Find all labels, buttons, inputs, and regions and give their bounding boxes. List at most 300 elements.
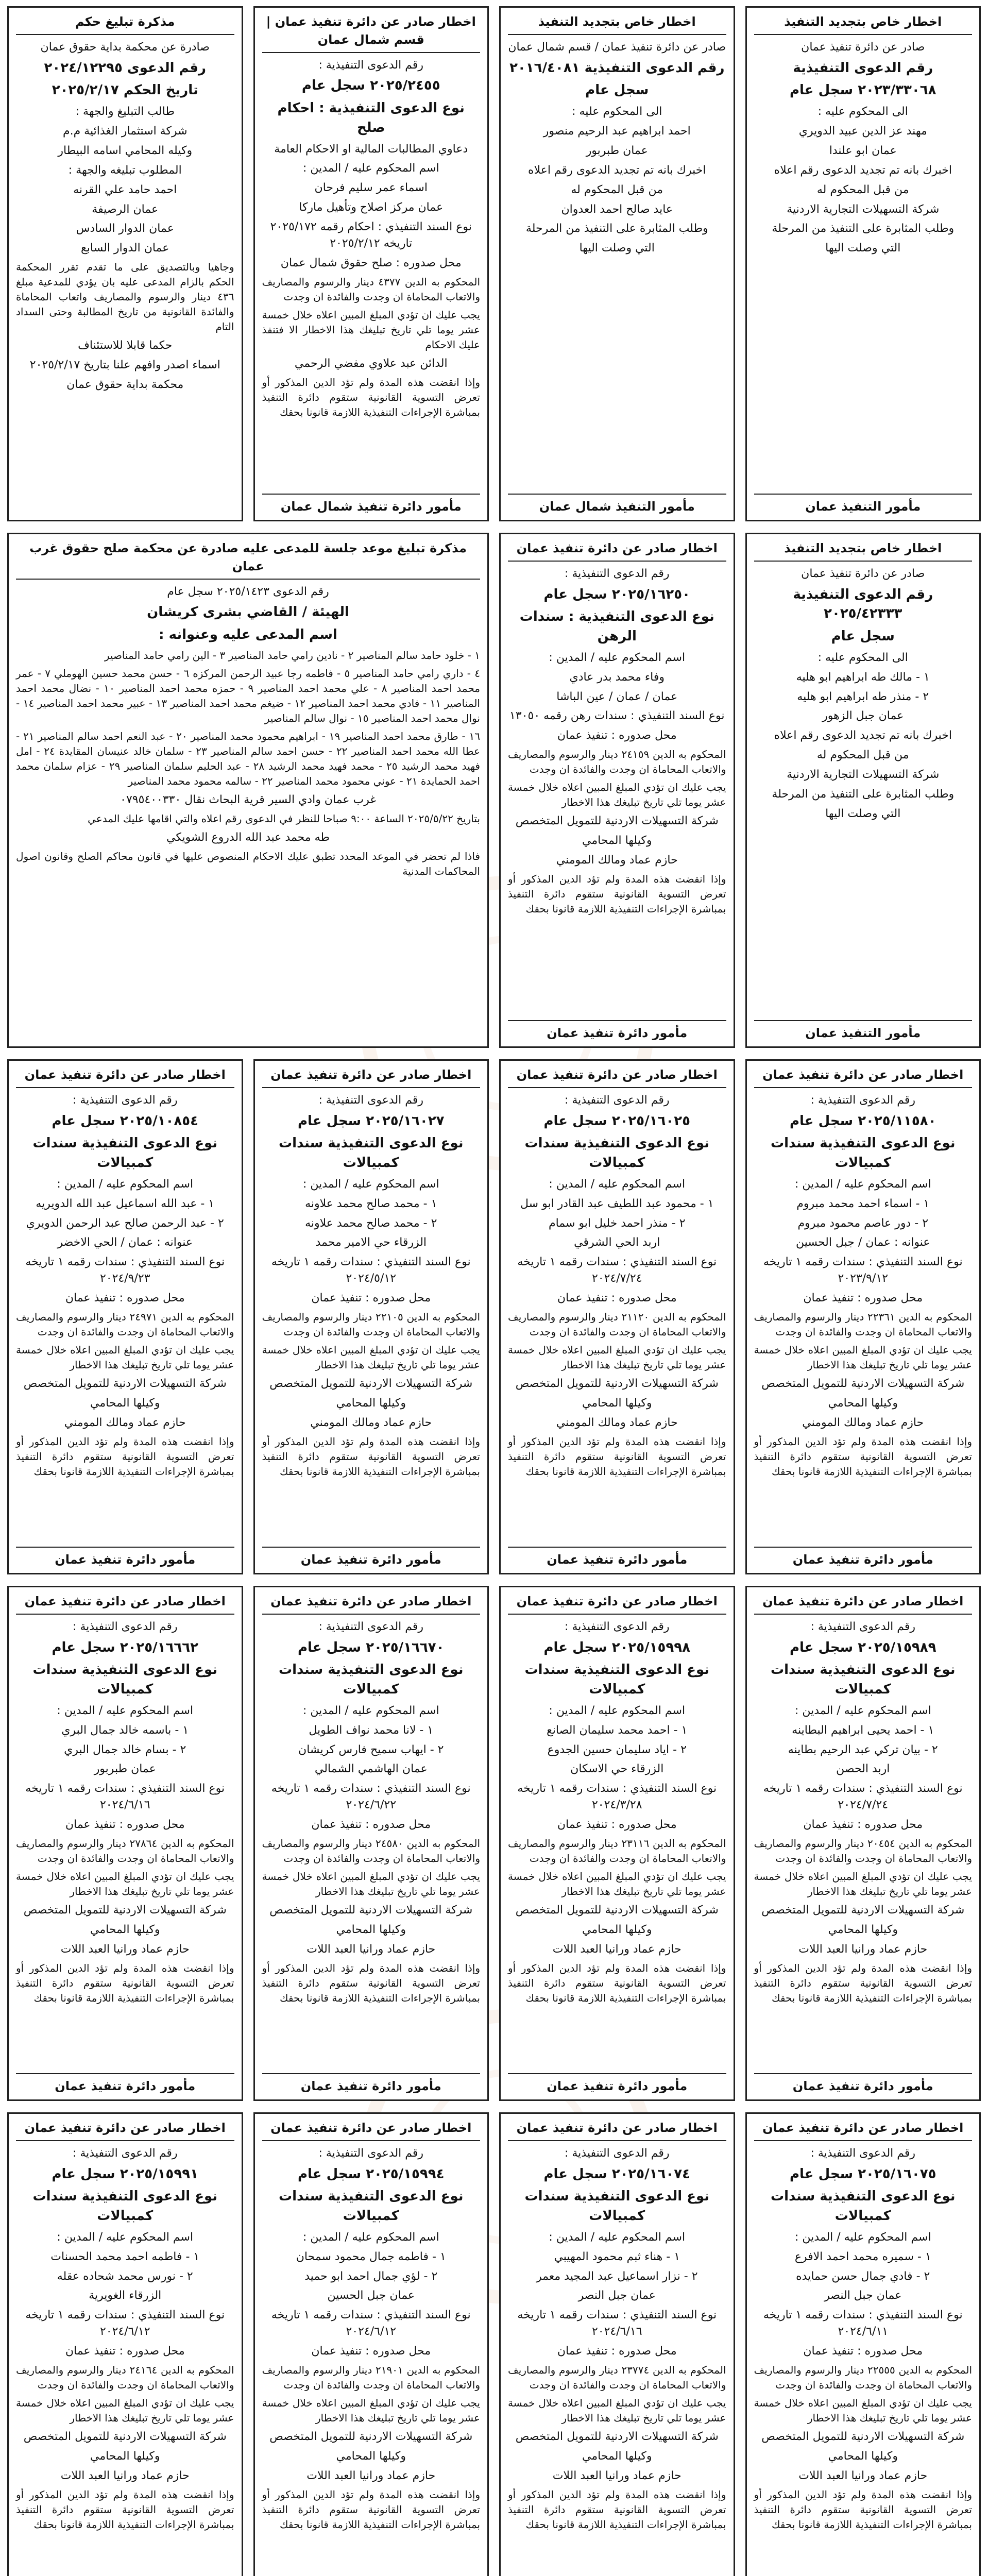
- notice-line: رقم الدعوى ٢٠٢٥/١٤٢٣ سجل عام: [167, 585, 329, 598]
- notice-line: وإذا انقضت هذه المدة ولم تؤد الدين المذكور أو تعرض التسوية القانونية ستقوم دائرة التنفيذ بمباشرة الإجراءات التنفيذية اللازمة قانونا بحقك: [508, 1435, 726, 1478]
- notice-line: طه محمد عبد الله الدروع الشويكي: [166, 831, 330, 844]
- notice-line: وكيلها المحامي: [90, 1923, 160, 1936]
- notice-line: وكيلها المحامي: [582, 1923, 652, 1936]
- notice-line: شركة التسهيلات الاردنية للتمويل المتخصص: [515, 1903, 719, 1917]
- notice-line: تاريخ الحكم ٢٠٢٥/٢/١٧: [52, 82, 198, 98]
- notice-line: اسم المحكوم عليه / المدين :: [794, 1704, 931, 1717]
- legal-notice: [745, 1586, 981, 2101]
- notice-signature: مأمور دائرة تنفيذ عمان: [508, 1020, 726, 1042]
- notice-line: محل صدوره : تنفيذ عمان: [65, 1292, 185, 1305]
- notice-line: التي وصلت اليها: [825, 242, 901, 255]
- notice-signature: مأمور دائرة تنفيذ عمان: [754, 2073, 973, 2095]
- notice-line: يجب عليك ان تؤدي المبلغ المبين اعلاه خلال خمسة عشر يوما تلي تاريخ تبليغك هذا الاخطار: [508, 1870, 726, 1897]
- notice-line: رقم الدعوى التنفيذية :: [318, 1620, 424, 1633]
- legal-notice: [499, 2112, 735, 2576]
- notice-line: رقم الدعوى التنفيذية :: [564, 1093, 670, 1107]
- notice-line: شركة التسهيلات التجارية الاردنية: [787, 202, 940, 216]
- notice-line: اسم المحكوم عليه / المدين :: [57, 2230, 194, 2244]
- notice-line: حازم عماد ومالك المومني: [556, 853, 678, 867]
- legal-notice: [499, 533, 735, 1048]
- notice-signature: مأمور دائرة تنفيذ عمان: [508, 2073, 726, 2095]
- notice-line: نوع الدعوى التنفيذية سندات كمبيالات: [32, 1136, 218, 1171]
- notice-line: نوع السند التنفيذي : سندات رهن رقمه ١٣٠٥٠: [509, 709, 725, 723]
- notice-line: وطلب المثابرة على التنفيذ من المرحلة: [772, 222, 955, 235]
- notice-line: ٢٠٢٥/١٥٩٩٤ سجل عام: [297, 2166, 445, 2182]
- notice-line: المطلوب تبليغه والجهة :: [68, 163, 182, 177]
- notice-line: وجاهيا وبالتصديق على ما تقدم تقرر المحكمة الحكم بالزام المدعى عليه بان يؤدي للمدعية مبلغ ٤٣٦ دينار والرسوم والمصاريف واتعاب المحاماة والفائدة القانونية من تاريخ المطالبة وحتى السداد التام: [16, 261, 234, 333]
- notice-line: اسماء عمر سليم فرحان: [314, 181, 428, 195]
- notice-line: وكيلها المحامي: [828, 1396, 898, 1410]
- notice-line: ١ - سميره محمد احمد الافرع: [794, 2250, 931, 2263]
- notice-line: وإذا انقضت هذه المدة ولم تؤد الدين المذكور أو تعرض التسوية القانونية ستقوم دائرة التنفيذ بمباشرة الإجراءات التنفيذية اللازمة قانونا بحقك: [754, 1961, 972, 2004]
- notice-line: ٢ - منذر احمد خليل ابو سمام: [548, 1216, 686, 1230]
- notice-line: محل صدوره : تنفيذ عمان: [311, 1292, 431, 1305]
- notice-line: نوع الدعوى التنفيذية سندات كمبيالات: [32, 2189, 218, 2224]
- notice-line: عمان جبل النصر: [824, 2289, 902, 2302]
- notice-line: وكيلها المحامي: [336, 1396, 406, 1410]
- notice-line: احمد ابراهيم عبد الرحيم منصور: [543, 124, 691, 138]
- notice-line: محل صدوره : تنفيذ عمان: [65, 2345, 185, 2358]
- notice-line: نوع الدعوى التنفيذية سندات كمبيالات: [524, 1136, 710, 1171]
- legal-notice: [745, 6, 981, 521]
- notice-line: المحكوم به الدين ٢٧٨٦٤ دينار والرسوم والمصاريف والاتعاب المحاماة ان وجدت والفائدة ان وجدت: [16, 1837, 234, 1865]
- notice-signature: مأمور التنفيذ شمال عمان: [508, 494, 726, 516]
- notice-line: اربد الحصن: [836, 1762, 890, 1776]
- notice-line: وإذا انقضت هذه المدة ولم تؤد الدين المذكور أو تعرض التسوية القانونية ستقوم دائرة التنفيذ بمباشرة الإجراءات التنفيذية اللازمة قانونا بحقك: [262, 376, 480, 418]
- notice-line: نوع السند التنفيذي : سندات رقمه ١ تاريخه ٢٠٢٤/٧/٢٤: [517, 1256, 717, 1285]
- notice-line: ٢ - لؤي جمال احمد ابو حميد: [304, 2269, 438, 2283]
- notice-header: اخطار صادر عن دائرة تنفيذ عمان: [508, 539, 726, 562]
- legal-notice: [253, 1586, 489, 2101]
- legal-notice: [745, 533, 981, 1048]
- notice-line: محل صدوره : تنفيذ عمان: [557, 1292, 677, 1305]
- notice-line: رقم الدعوى التنفيذية :: [564, 2146, 670, 2160]
- notice-line: اسم المحكوم عليه / المدين :: [549, 2230, 686, 2244]
- notice-signature: مأمور دائرة تنفيذ عمان: [16, 2073, 234, 2095]
- notice-line: ٢٠٢٥/١٦٠٢٧ سجل عام: [297, 1113, 445, 1129]
- notice-header: اخطار صادر عن دائرة تنفيذ عمان: [508, 1592, 726, 1615]
- notice-line: وكيلها المحامي: [90, 2449, 160, 2463]
- notice-line: محل صدوره : صلح حقوق شمال عمان: [280, 256, 462, 269]
- notice-line: شركة التسهيلات الاردنية للتمويل المتخصص: [23, 1377, 227, 1390]
- notice-line: ٤ - داري رامي حامد المناصير ٥ - فاطمه رجا عبيد الرحمن المركزه ٦ - حسن محمد حسين الهوملي ٧ - عمر محمد احمد المناصير ٨ - علي محمد احمد المناصير ٩ - حمزه محمد احمد المناصير ١٠ - نضال محمد احمد المناصير ١١ - فادي محمد احمد المناصير ١٢ - ضيغم محمد احمد المناصير ١٣ - عبير محمد احمد المناصير ١٤ - نوال محمد احمد المناصير ١٥ - نوال سالم المناصير: [16, 667, 480, 724]
- notice-line: الى المحكوم عليه :: [572, 105, 662, 118]
- notice-line: وإذا انقضت هذه المدة ولم تؤد الدين المذكور أو تعرض التسوية القانونية ستقوم دائرة التنفيذ بمباشرة الإجراءات التنفيذية اللازمة قانونا بحقك: [262, 2488, 480, 2531]
- notice-line: رقم الدعوى التنفيذية :: [810, 1093, 916, 1107]
- notice-line: اسم المحكوم عليه / المدين :: [549, 1704, 686, 1717]
- notice-line: نوع السند التنفيذي : سندات رقمه ١ تاريخه ٢٠٢٤/٦/١١: [763, 2309, 963, 2338]
- notice-line: حازم عماد ورانيا العبد اللات: [306, 1942, 436, 1956]
- notice-line: شركة التسهيلات الاردنية للتمويل المتخصص: [269, 1377, 473, 1390]
- notice-line: يجب عليك ان تؤدي المبلغ المبين اعلاه خلال خمسة عشر يوما تلي تاريخ تبليغك هذا الاخطار: [508, 2396, 726, 2424]
- notice-line: ٢٠٢٥/١٦٠٢٥ سجل عام: [543, 1113, 691, 1129]
- notice-line: المحكوم به الدين ٢١١٢٠ دينار والرسوم والمصاريف والاتعاب المحاماة ان وجدت والفائدة ان وجدت: [508, 1310, 726, 1338]
- notice-line: شركة التسهيلات الاردنية للتمويل المتخصص: [515, 1377, 719, 1390]
- notice-line: ١ - محمود عبد اللطيف عبد القادر ابو سل: [520, 1197, 714, 1210]
- notice-line: محل صدوره : تنفيذ عمان: [311, 1818, 431, 1832]
- legal-notice: [253, 6, 489, 521]
- notice-line: محل صدوره : تنفيذ عمان: [65, 1818, 185, 1832]
- notice-line: سجل عام: [585, 82, 649, 98]
- notice-line: صادر عن دائرة تنفيذ عمان: [801, 40, 925, 54]
- notice-line: محكمة بداية حقوق عمان: [66, 378, 184, 391]
- notice-line: المحكوم به الدين ٢٢١٠٥ دينار والرسوم والمصاريف والاتعاب المحاماة ان وجدت والفائدة ان وجدت: [262, 1310, 481, 1338]
- notice-line: محل صدوره : تنفيذ عمان: [557, 1818, 677, 1832]
- notice-line: ٢٠٢٥/١٦٦٧٠ سجل عام: [297, 1639, 445, 1655]
- notices-row: [7, 1059, 981, 1574]
- notice-line: ٢٠٢٥/١٥٩٩٨ سجل عام: [543, 1639, 691, 1655]
- notice-header: مذكرة تبليغ موعد جلسة للمدعى عليه صادرة عن محكمة صلح حقوق غرب عمان: [16, 539, 480, 580]
- notice-header: اخطار صادر عن دائرة تنفيذ عمان: [16, 2119, 234, 2141]
- notice-line: المحكوم به الدين ٢١٩٠١ دينار والرسوم والمصاريف والاتعاب المحاماة ان وجدت والفائدة ان وجدت: [262, 2363, 481, 2391]
- notice-line: عمان الرصيفة: [92, 202, 159, 216]
- notice-line: ١ - باسمه خالد جمال البري: [61, 1723, 189, 1737]
- notice-line: وإذا انقضت هذه المدة ولم تؤد الدين المذكور أو تعرض التسوية القانونية ستقوم دائرة التنفيذ بمباشرة الإجراءات التنفيذية اللازمة قانونا بحقك: [262, 1435, 480, 1478]
- notice-line: رقم الدعوى التنفيذية :: [318, 1093, 424, 1107]
- notice-line: محل صدوره : تنفيذ عمان: [557, 2345, 677, 2358]
- notice-line: ٢ - اياد سليمان حسين الجدوع: [547, 1743, 687, 1756]
- notice-line: عمان طبربور: [94, 1762, 156, 1776]
- notice-line: وإذا انقضت هذه المدة ولم تؤد الدين المذكور أو تعرض التسوية القانونية ستقوم دائرة التنفيذ بمباشرة الإجراءات التنفيذية اللازمة قانونا بحقك: [508, 2488, 726, 2531]
- notice-line: نوع السند التنفيذي : سندات رقمه ١ تاريخه ٢٠٢٤/٦/٢٢: [271, 1782, 471, 1812]
- notice-line: اخبرك بانه تم تجديد الدعوى رقم اعلاه: [774, 163, 952, 177]
- notice-line: ٢٠٢٥/١٦٠٧٤ سجل عام: [543, 2166, 691, 2182]
- notice-line: نوع السند التنفيذي : احكام رقمه ٢٠٢٥/١٧٢ تاريخه ٢٠٢٥/٢/١٢: [270, 221, 472, 250]
- notice-line: نوع الدعوى التنفيذية سندات كمبيالات: [770, 2189, 956, 2224]
- notice-header: مذكرة تبليغ حكم: [16, 13, 234, 35]
- notice-line: وكيلها المحامي: [828, 1923, 898, 1936]
- notice-line: اربد الحي الشرقي: [574, 1236, 660, 1249]
- notice-line: وإذا انقضت هذه المدة ولم تؤد الدين المذكور أو تعرض التسوية القانونية ستقوم دائرة التنفيذ بمباشرة الإجراءات التنفيذية اللازمة قانونا بحقك: [16, 2488, 234, 2531]
- notice-line: فاذا لم تحضر في الموعد المحدد تطبق عليك الاحكام المنصوص عليها في قانون محاكم الصلح وقانون اصول المحاكمات المدنية: [16, 850, 480, 877]
- notice-line: ٢٠٢٥/١٥٩٩١ سجل عام: [52, 2166, 199, 2182]
- notice-line: ١ - عبد الله اسماعيل عبد الله الدويريه: [36, 1197, 215, 1210]
- notice-line: ١ - فاطمه جمال محمود سمحان: [296, 2250, 446, 2263]
- notice-header: اخطار صادر عن دائرة تنفيذ عمان: [262, 2119, 481, 2141]
- notice-line: ١ - فاطمه احمد محمد الحسنات: [50, 2250, 200, 2263]
- notice-line: شركة التسهيلات الاردنية للتمويل المتخصص: [515, 2430, 719, 2443]
- notice-line: نوع السند التنفيذي : سندات رقمه ١ تاريخه ٢٠٢٣/٩/١٢: [763, 1256, 963, 1285]
- notice-line: اسم المحكوم عليه / المدين :: [549, 1177, 686, 1191]
- notice-line: المحكوم به الدين ٢٣٧٧٤ دينار والرسوم والمصاريف والاتعاب المحاماة ان وجدت والفائدة ان وجدت: [508, 2363, 726, 2391]
- notice-line: نوع السند التنفيذي : سندات رقمه ١ تاريخه ٢٠٢٤/٣/٢٨: [517, 1782, 717, 1812]
- notice-line: عمان طبربور: [586, 144, 648, 157]
- notice-line: رقم الدعوى التنفيذية :: [564, 1620, 670, 1633]
- notice-line: ٢ - فادي جمال حسن حمايده: [796, 2269, 930, 2283]
- notice-line: ٢ - دور عاصم محمود مبروم: [797, 1216, 929, 1230]
- notice-header: اخطار صادر عن دائرة تنفيذ عمان: [754, 1066, 973, 1088]
- notice-line: حازم عماد ومالك المومني: [310, 1416, 432, 1429]
- notice-line: حازم عماد ورانيا العبد اللات: [798, 2469, 928, 2482]
- notice-line: نوع الدعوى التنفيذية : سندات الرهن: [519, 609, 714, 645]
- notice-signature: مأمور التنفيذ عمان: [754, 1020, 973, 1042]
- notice-line: اخبرك بانه تم تجديد الدعوى رقم اعلاه: [528, 163, 706, 177]
- notice-line: رقم الدعوى التنفيذية: [793, 60, 933, 76]
- notice-line: وإذا انقضت هذه المدة ولم تؤد الدين المذكور أو تعرض التسوية القانونية ستقوم دائرة التنفيذ بمباشرة الإجراءات التنفيذية اللازمة قانونا بحقك: [262, 1961, 480, 2004]
- notice-line: وطلب المثابرة على التنفيذ من المرحلة: [525, 222, 708, 235]
- notice-line: الزرقاء الغويرية: [89, 2289, 162, 2302]
- notice-line: شركة التسهيلات الاردنية للتمويل المتخصص: [269, 1903, 473, 1917]
- notice-line: رقم الدعوى التنفيذية :: [810, 1620, 916, 1633]
- notice-line: اخبرك بانه تم تجديد الدعوى رقم اعلاه: [774, 729, 952, 742]
- notice-line: حازم عماد ورانيا العبد اللات: [306, 2469, 436, 2482]
- notice-line: اسم المحكوم عليه / المدين :: [302, 2230, 439, 2244]
- notice-line: اسم المحكوم عليه / المدين :: [794, 1177, 931, 1191]
- notice-line: رقم الدعوى التنفيذية :: [318, 58, 424, 72]
- notice-line: نوع السند التنفيذي : سندات رقمه ١ تاريخه ٢٠٢٤/٦/١٢: [271, 2309, 471, 2338]
- notice-line: نوع السند التنفيذي : سندات رقمه ١ تاريخه ٢٠٢٤/٦/١٦: [25, 1782, 225, 1812]
- notice-line: عمان / عمان / عين الباشا: [556, 690, 678, 703]
- notice-line: يجب عليك ان تؤدي المبلغ المبين اعلاه خلال خمسة عشر يوما تلي تاريخ تبليغك هذا الاخطار: [16, 1343, 234, 1371]
- notice-line: يجب عليك ان تؤدي المبلغ المبين اعلاه خلال خمسة عشر يوما تلي تاريخ تبليغك هذا الاخطار: [754, 1343, 972, 1371]
- notices-row: [7, 6, 981, 521]
- notice-line: ٢ - نورس محمد شحاده عقله: [57, 2269, 193, 2283]
- notice-line: رقم الدعوى ٢٠٢٤/١٢٢٩٥: [44, 60, 206, 76]
- notice-line: ٢٠٢٣/٣٣٠٦٨ سجل عام: [789, 82, 936, 98]
- notice-header: اخطار صادر عن دائرة تنفيذ عمان: [754, 1592, 973, 1615]
- notice-line: وكيلها المحامي: [582, 2449, 652, 2463]
- notice-line: محل صدوره : تنفيذ عمان: [803, 1818, 923, 1832]
- notice-line: نوع الدعوى التنفيذية سندات كمبيالات: [278, 1662, 464, 1698]
- notice-line: حازم عماد ومالك المومني: [556, 1416, 678, 1429]
- notice-line: المحكوم به الدين ٢٢٣٦١ دينار والرسوم والمصاريف والاتعاب المحاماة ان وجدت والفائدة ان وجدت: [754, 1310, 973, 1338]
- notice-line: حازم عماد ورانيا العبد اللات: [60, 2469, 190, 2482]
- notice-line: ٢ - ايهاب سميح فارس كريشان: [298, 1743, 444, 1756]
- notice-line: يجب عليك ان تؤدي المبلغ المبين اعلاه خلال خمسة عشر يوما تلي تاريخ تبليغك هذا الاخطار: [754, 1870, 972, 1897]
- notice-line: اسم المدعى عليه وعنوانه :: [159, 627, 337, 643]
- notice-line: وطلب المثابرة على التنفيذ من المرحلة: [772, 787, 955, 801]
- notice-line: وإذا انقضت هذه المدة ولم تؤد الدين المذكور أو تعرض التسوية القانونية ستقوم دائرة التنفيذ بمباشرة الإجراءات التنفيذية اللازمة قانونا بحقك: [754, 1435, 972, 1478]
- notice-line: ٢٠٢٥/١٦٦٦٢ سجل عام: [52, 1639, 199, 1655]
- notice-line: المحكوم به الدين ٢٣١١٦ دينار والرسوم والمصاريف والاتعاب المحاماة ان وجدت والفائدة ان وجدت: [508, 1837, 726, 1865]
- notice-line: من قبل المحكوم له: [816, 749, 909, 762]
- notice-line: الزرقاء حي الامير محمد: [315, 1236, 427, 1249]
- notice-line: عمان جبل الحسين: [327, 2289, 415, 2302]
- notice-line: عمان الهاشمي الشمالي: [314, 1762, 428, 1776]
- notice-line: حازم عماد ومالك المومني: [802, 1416, 924, 1429]
- notice-line: وفاء محمد بدر عادي: [569, 670, 665, 684]
- notice-line: رقم الدعوى التنفيذية :: [72, 1093, 178, 1107]
- notice-line: ١٦ - طارق محمد احمد المناصير ١٩ - ابراهيم محمود محمد المناصير ٢٠ - عبد النعم احمد سالم المناصير ٢١ - عطا الله محمد احمد المناصير ٢٢ - حسن احمد سالم المناصير ٢٣ - سلمان خالد عنيسان المقايدة ٢٤ - امل فهيد محمد الرشيد ٢٥ - محمد فهيد محمد الرشيد ٢٨ - عبد الحليم سلمان المناصير ٢٩ - عزام سلمان محمد احمد الحمايدة ٢١ - عوني محمود محمد المناصير ٢٢ - سالمه محمود محمد المناصير: [16, 730, 481, 787]
- notice-line: يجب عليك ان تؤدي المبلغ المبين اعلاه خلال خمسة عشر يوما تلي تاريخ تبليغك هذا الاخطار: [754, 2396, 972, 2424]
- notice-header: اخطار صادر عن دائرة تنفيذ عمان: [262, 1592, 481, 1615]
- notice-line: اسم المحكوم عليه / المدين :: [302, 1177, 439, 1191]
- notice-line: الى المحكوم عليه :: [817, 105, 908, 118]
- notice-line: ٢٠٢٥/١١٥٨٠ سجل عام: [789, 1113, 936, 1129]
- notice-line: عمان جبل الزهور: [822, 709, 904, 723]
- notice-line: رقم الدعوى التنفيذية :: [564, 567, 670, 580]
- notice-line: ١ - هناء ثبم محمود المهيبي: [554, 2250, 680, 2263]
- notice-line: من قبل المحكوم له: [816, 183, 909, 196]
- notice-line: محل صدوره : تنفيذ عمان: [803, 2345, 923, 2358]
- notice-line: ١ - مالك طه ابراهيم ابو هليه: [796, 670, 930, 684]
- notice-line: نوع الدعوى التنفيذية سندات كمبيالات: [32, 1662, 218, 1698]
- notice-line: شركة التسهيلات الاردنية للتمويل المتخصص: [515, 815, 719, 828]
- notice-line: وإذا انقضت هذه المدة ولم تؤد الدين المذكور أو تعرض التسوية القانونية ستقوم دائرة التنفيذ بمباشرة الإجراءات التنفيذية اللازمة قانونا بحقك: [754, 2488, 972, 2531]
- notice-line: طالب التبليغ والجهة :: [75, 105, 175, 118]
- notice-line: اسم المحكوم عليه / المدين :: [302, 1704, 439, 1717]
- notice-line: يجب عليك ان تؤدي المبلغ المبين اعلاه خلال خمسة عشر يوما تلي تاريخ تبليغك هذا الاخطار: [262, 1870, 480, 1897]
- notice-signature: مأمور دائرة تنفيذ عمان: [262, 1547, 481, 1569]
- notice-line: وإذا انقضت هذه المدة ولم تؤد الدين المذكور أو تعرض التسوية القانونية ستقوم دائرة التنفيذ بمباشرة الإجراءات التنفيذية اللازمة قانونا بحقك: [16, 1435, 234, 1478]
- notice-line: ١ - محمد صالح محمد علاونه: [305, 1197, 437, 1210]
- notice-line: وكيلها المحامي: [336, 2449, 406, 2463]
- notice-line: الزرقاء حي الاسكان: [570, 1762, 664, 1776]
- notice-line: نوع الدعوى التنفيذية سندات كمبيالات: [770, 1662, 956, 1698]
- notice-line: احمد حامد علي القرنه: [73, 183, 177, 196]
- notice-line: دعاوي المطالبات المالية او الاحكام العامة: [274, 142, 468, 156]
- notice-line: نوع الدعوى التنفيذية : احكام صلح: [277, 100, 465, 135]
- notice-line: صادر عن دائرة تنفيذ عمان / قسم شمال عمان: [508, 40, 726, 54]
- notice-line: الى المحكوم عليه :: [817, 651, 908, 664]
- notice-line: محل صدوره : تنفيذ عمان: [803, 1292, 923, 1305]
- legal-notice: [745, 1059, 981, 1574]
- legal-notice: [745, 2112, 981, 2576]
- notice-line: عايد صالح احمد العدوان: [561, 202, 673, 216]
- notices-row: [7, 1586, 981, 2101]
- notice-line: نوع السند التنفيذي : سندات رقمه ١ تاريخه ٢٠٢٤/٦/١٢: [25, 2309, 225, 2338]
- notice-line: المحكوم به الدين ٤٣٧٧ دينار والرسوم والمصاريف والاتعاب المحاماة ان وجدت والفائدة ان وجدت: [262, 275, 481, 303]
- notice-line: ١ - احمد محمد سليمان الصانع: [547, 1723, 688, 1737]
- notices-grid: [7, 6, 981, 2576]
- notice-header: اخطار خاص بتجديد التنفيذ: [754, 13, 973, 35]
- notice-header: اخطار صادر عن دائرة تنفيذ عمان: [754, 2119, 973, 2141]
- notice-line: شركة التسهيلات الاردنية للتمويل المتخصص: [761, 2430, 965, 2443]
- notice-line: ٢ - منذر طه ابراهيم ابو هليه: [797, 690, 929, 703]
- notice-line: يجب عليك ان تؤدي المبلغ المبين اعلاه خلال خمسة عشر يوما تلي تاريخ تبليغك هذا الاخطار: [508, 1343, 726, 1371]
- notice-line: يجب عليك ان تؤدي المبلغ المبين اعلاه خلال خمسة عشر يوما تلي تاريخ تبليغك هذا الاخطار: [262, 2396, 480, 2424]
- notice-line: ٢ - نزار اسماعيل عبد المجيد معمر: [536, 2269, 698, 2283]
- notice-line: بتاريخ ٢٠٢٥/٥/٢٢ الساعة ٩:٠٠ صباحا للنظر في الدعوى رقم اعلاه والتي اقامها عليك المدعي: [88, 812, 480, 825]
- notice-line: نوع السند التنفيذي : سندات رقمه ١ تاريخه ٢٠٢٤/٥/١٢: [271, 1256, 471, 1285]
- notice-line: يجب عليك ان تؤدي المبلغ المبين اعلاه خلال خمسة عشر يوما تلي تاريخ تبليغك هذا الاخطار: [16, 2396, 234, 2424]
- notice-line: المحكوم به الدين ٢٤١٥٩ دينار والرسوم والمصاريف والاتعاب المحاماة ان وجدت والفائدة ان وجدت: [508, 748, 726, 776]
- notice-signature: مأمور دائرة تنفيذ عمان: [262, 2073, 481, 2095]
- notice-line: ٢ - بسام خالد جمال البري: [64, 1743, 186, 1756]
- notice-line: ٢ - عبد الرحمن صالح عبد الرحمن الدويري: [26, 1216, 224, 1230]
- notice-line: رقم الدعوى التنفيذية ٢٠١٦/٤٠٨١: [509, 60, 725, 76]
- notice-line: ١ - لانا محمد نواف الطويل: [309, 1723, 434, 1737]
- notice-line: شركة التسهيلات الاردنية للتمويل المتخصص: [761, 1903, 965, 1917]
- notice-line: يجب عليك ان تؤدي المبلغ المبين اعلاه خلال خمسة عشر يوما تلي تاريخ تبليغك هذا الاخطار: [508, 781, 726, 809]
- legal-notice: [499, 1059, 735, 1574]
- notice-line: نوع الدعوى التنفيذية سندات كمبيالات: [278, 1136, 464, 1171]
- legal-notice: [7, 1586, 243, 2101]
- notice-line: اسم المحكوم عليه / المدين :: [549, 651, 686, 664]
- legal-notice: [7, 6, 243, 521]
- notice-line: شركة استثمار الغذائية م.م: [62, 124, 188, 138]
- notice-line: نوع الدعوى التنفيذية سندات كمبيالات: [524, 2189, 710, 2224]
- notice-line: ٢٠٢٥/١٦٢٥٠ سجل عام: [543, 586, 691, 602]
- notice-line: المحكوم به الدين ٢٢٥٥٥ دينار والرسوم والمصاريف والاتعاب المحاماة ان وجدت والفائدة ان وجدت: [754, 2363, 973, 2391]
- notices-row: [7, 2112, 981, 2576]
- notice-line: وكيلها المحامي: [582, 834, 652, 848]
- notice-line: ٢٠٢٥/١٠٨٥٤ سجل عام: [52, 1113, 199, 1129]
- notice-line: نوع السند التنفيذي : سندات رقمه ١ تاريخه ٢٠٢٤/٦/١٦: [517, 2309, 717, 2338]
- notice-line: ١ - خلود حامد سالم المناصير ٢ - نادين رامي حامد المناصير ٣ - الين رامي حامد المناصير: [104, 649, 480, 662]
- notice-line: يجب عليك ان تؤدي المبلغ المبين اعلاه خلال خمسة عشر يوما تلي تاريخ تبليغك هذا الاخطار الا فتنفذ عليك الاحكام: [262, 308, 480, 351]
- notice-line: التي وصلت اليها: [579, 242, 655, 255]
- notice-line: غرب عمان وادي السير قرية البحاث نقال ٠٧٩٥٤٠٠٣٣٠: [120, 793, 376, 806]
- notice-header: اخطار خاص بتجديد التنفيذ: [508, 13, 726, 35]
- notice-line: محل صدوره : تنفيذ عمان: [311, 2345, 431, 2358]
- notice-line: نوع السند التنفيذي : سندات رقمه ١ تاريخه ٢٠٢٤/٩/٢٣: [25, 1256, 225, 1285]
- notice-line: اسم المحكوم عليه / المدين :: [302, 162, 439, 175]
- notice-signature: مأمور دائرة تنفيذ عمان: [754, 1547, 973, 1569]
- notice-line: شركة التسهيلات الاردنية للتمويل المتخصص: [761, 1377, 965, 1390]
- notice-line: شركة التسهيلات الاردنية للتمويل المتخصص: [269, 2430, 473, 2443]
- notice-line: ٢٠٢٥/٢٤٥٥ سجل عام: [301, 78, 440, 94]
- notice-line: مهند عز الدين عبيد الدويري: [798, 124, 927, 138]
- notice-line: عنوانه : عمان / الحي الاخضر: [57, 1236, 193, 1249]
- notice-line: نوع السند التنفيذي : سندات رقمه ١ تاريخه ٢٠٢٤/٧/٢٤: [763, 1782, 963, 1812]
- notice-header: اخطار صادر عن دائرة تنفيذ عمان: [16, 1066, 234, 1088]
- notice-line: وكيلها المحامي: [90, 1396, 160, 1410]
- notice-line: حازم عماد ورانيا العبد اللات: [552, 2469, 682, 2482]
- notice-line: الدائن عبد علاوي مفضي الرحمي: [294, 357, 448, 370]
- notice-line: ٢ - بيان تركي عبد الرحيم بطاينه: [788, 1743, 938, 1756]
- notice-line: اسم المحكوم عليه / المدين :: [794, 2230, 931, 2244]
- notice-line: يجب عليك ان تؤدي المبلغ المبين اعلاه خلال خمسة عشر يوما تلي تاريخ تبليغك هذا الاخطار: [262, 1343, 480, 1371]
- notice-line: ٢ - محمد صالح محمد علاونه: [305, 1216, 437, 1230]
- notice-line: المحكوم به الدين ٢٤٥٨٠ دينار والرسوم والمصاريف والاتعاب المحاماة ان وجدت والفائدة ان وجدت: [262, 1837, 481, 1865]
- notice-line: حازم عماد ورانيا العبد اللات: [798, 1942, 928, 1956]
- notice-line: ١ - احمد يحيى ابراهيم البطاينه: [792, 1723, 934, 1737]
- notice-line: التي وصلت اليها: [825, 807, 901, 820]
- notice-line: شركة التسهيلات الاردنية للتمويل المتخصص: [23, 1903, 227, 1917]
- notice-line: وكيله المحامي اسامه البيطار: [58, 144, 193, 157]
- legal-notice: [253, 2112, 489, 2576]
- notice-line: حازم عماد ورانيا العبد اللات: [552, 1942, 682, 1956]
- notice-line: وإذا انقضت هذه المدة ولم تؤد الدين المذكور أو تعرض التسوية القانونية ستقوم دائرة التنفيذ بمباشرة الإجراءات التنفيذية اللازمة قانونا بحقك: [508, 872, 726, 915]
- notice-header: اخطار صادر عن دائرة تنفيذ عمان: [262, 1066, 481, 1088]
- notice-line: عنوانه : عمان / جبل الحسين: [795, 1236, 930, 1249]
- notice-header: اخطار صادر عن دائرة تنفيذ عمان: [508, 1066, 726, 1088]
- notice-header: اخطار صادر عن دائرة تنفيذ عمان | قسم شمال عمان: [262, 13, 481, 53]
- notice-line: سجل عام: [831, 629, 895, 645]
- notice-line: رقم الدعوى التنفيذية :: [318, 2146, 424, 2160]
- notice-line: عمان مركز اصلاح وتأهيل ماركا: [299, 201, 444, 214]
- notice-line: وكيلها المحامي: [582, 1396, 652, 1410]
- legal-notice: [253, 1059, 489, 1574]
- notice-header: اخطار صادر عن دائرة تنفيذ عمان: [16, 1592, 234, 1615]
- notice-line: عمان جبل النصر: [578, 2289, 656, 2302]
- notice-line: شركة التسهيلات الاردنية للتمويل المتخصص: [23, 2430, 227, 2443]
- notice-signature: مأمور دائرة تنفيذ عمان: [16, 1547, 234, 1569]
- notice-line: يجب عليك ان تؤدي المبلغ المبين اعلاه خلال خمسة عشر يوما تلي تاريخ تبليغك هذا الاخطار: [16, 1870, 234, 1897]
- legal-notice: [7, 1059, 243, 1574]
- notice-signature: مأمور دائرة تنفيذ شمال عمان: [262, 494, 481, 516]
- legal-notice: [499, 6, 735, 521]
- notice-line: عمان الدوار السابع: [81, 242, 169, 255]
- notice-line: ٢٠٢٥/١٦٠٧٥ سجل عام: [789, 2166, 936, 2182]
- notice-line: وكيلها المحامي: [336, 1923, 406, 1936]
- notice-line: شركة التسهيلات التجارية الاردنية: [787, 768, 940, 782]
- notice-line: رقم الدعوى التنفيذية :: [72, 2146, 178, 2160]
- legal-notice: [499, 1586, 735, 2101]
- notice-line: اسم المحكوم عليه / المدين :: [57, 1704, 194, 1717]
- notice-line: المحكوم به الدين ٢٠٤٥٤ دينار والرسوم والمصاريف والاتعاب المحاماة ان وجدت والفائدة ان وجدت: [754, 1837, 973, 1865]
- notice-signature: مأمور دائرة تنفيذ عمان: [508, 1547, 726, 1569]
- legal-notice: [7, 2112, 243, 2576]
- notice-line: الهيئة / القاضي بشرى كريشان: [147, 604, 349, 620]
- notice-line: وإذا انقضت هذه المدة ولم تؤد الدين المذكور أو تعرض التسوية القانونية ستقوم دائرة التنفيذ بمباشرة الإجراءات التنفيذية اللازمة قانونا بحقك: [508, 1961, 726, 2004]
- notice-line: عمان ابو علندا: [829, 144, 897, 157]
- notice-line: محل صدوره : تنفيذ عمان: [557, 729, 677, 742]
- notice-line: اسماء اصدر وافهم علنا بتاريخ ٢٠٢٥/٢/١٧: [29, 359, 220, 372]
- notice-header: اخطار خاص بتجديد التنفيذ: [754, 539, 973, 562]
- notice-line: اسم المحكوم عليه / المدين :: [57, 1177, 194, 1191]
